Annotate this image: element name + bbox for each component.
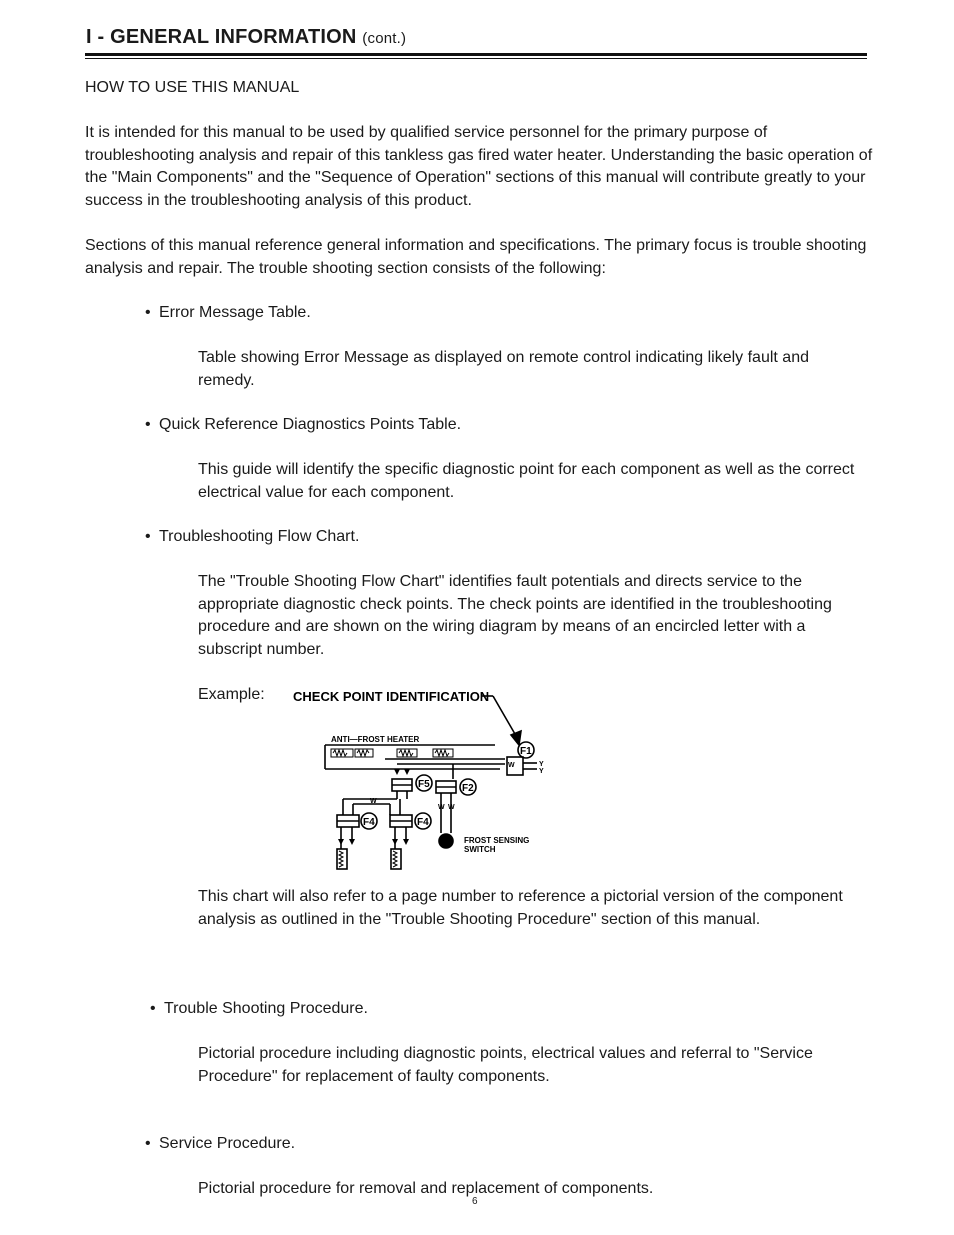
check-point-f5: F5 [418, 779, 430, 790]
list-item-flow-chart [145, 526, 359, 549]
list-item-title: Troubleshooting Flow Chart. [159, 528, 360, 545]
diagram-title: CHECK POINT IDENTIFICATION [293, 689, 490, 704]
wire-letter-w: W [508, 762, 515, 769]
list-item-quick-reference [145, 414, 461, 437]
list-item-title: Service Procedure. [159, 1135, 296, 1152]
check-point-f4-right: F4 [417, 817, 429, 828]
wire-letter-w: W [370, 798, 377, 805]
switch-label-1: FROST SENSING [464, 836, 530, 845]
section-title: HOW TO USE THIS MANUAL [85, 79, 300, 96]
bullet: • [145, 1135, 151, 1152]
wire-letter-y: Y [539, 768, 544, 775]
list-item-title: Quick Reference Diagnostics Points Table. [159, 416, 462, 433]
check-point-f4-left: F4 [363, 817, 375, 828]
list-item-procedure [150, 998, 368, 1021]
intro-paragraph-2: Sections of this manual reference general information and specifications. The primary focus is trouble shooting analysis and repair. The trouble shooting section consists of the following: [85, 237, 867, 277]
list-item-desc: Pictorial procedure for removal and replacement of components. [198, 1180, 654, 1197]
switch-label-2: SWITCH [464, 845, 496, 854]
check-point-diagram [285, 683, 555, 873]
header-cont: (cont.) [362, 30, 407, 47]
bullet: • [145, 416, 151, 433]
bullet: • [145, 304, 151, 321]
bullet: • [150, 1000, 156, 1017]
bullet: • [145, 528, 151, 545]
list-item-service [145, 1133, 295, 1156]
check-point-f2: F2 [462, 783, 474, 794]
list-item-desc: This guide will identify the specific diagnostic point for each component as well as the correct electrical value for each component. [198, 461, 855, 501]
check-point-f1: F1 [520, 746, 532, 757]
list-item-desc: Table showing Error Message as displayed on remote control indicating likely fault and remedy. [198, 349, 809, 389]
heater-label: ANTI—FROST HEATER [331, 735, 420, 744]
example-after-text: This chart will also refer to a page number to reference a pictorial version of the component analysis as outlined in the "Trouble Shooting Procedure" section of this manual. [198, 888, 843, 928]
wire-letter-w: W [438, 804, 445, 811]
wire-letter-w: W [448, 804, 455, 811]
page-header [86, 26, 406, 49]
header-title: I - GENERAL INFORMATION [86, 26, 357, 48]
page-number: 6 [472, 1196, 478, 1207]
header-rule-thick [85, 53, 867, 56]
header-rule-thin [85, 58, 867, 59]
wire-letter-y: Y [539, 761, 544, 768]
example-label: Example: [198, 686, 265, 703]
intro-paragraph-1: It is intended for this manual to be used by qualified service personnel for the primary purpose of troubleshooting analysis and repair of this tankless gas fired water heater. Understanding the basic operation of the "Main Components" and the "Sequence of Operation" sections of this manual will contribute greatly to your success in the troubleshooting analysis of this product. [85, 124, 873, 209]
list-item-desc: The "Trouble Shooting Flow Chart" identifies fault potentials and directs service to the appropriate diagnostic check points. The check points are identified in the troubleshooting procedure and are shown on the wiring diagram by means of an encircled letter with a subscript number. [198, 573, 832, 658]
list-item-desc: Pictorial procedure including diagnostic points, electrical values and referral to "Service Procedure" for replacement of faulty components. [198, 1045, 813, 1085]
list-item-title: Trouble Shooting Procedure. [164, 1000, 368, 1017]
list-item-error-table [145, 302, 311, 325]
list-item-title: Error Message Table. [159, 304, 311, 321]
